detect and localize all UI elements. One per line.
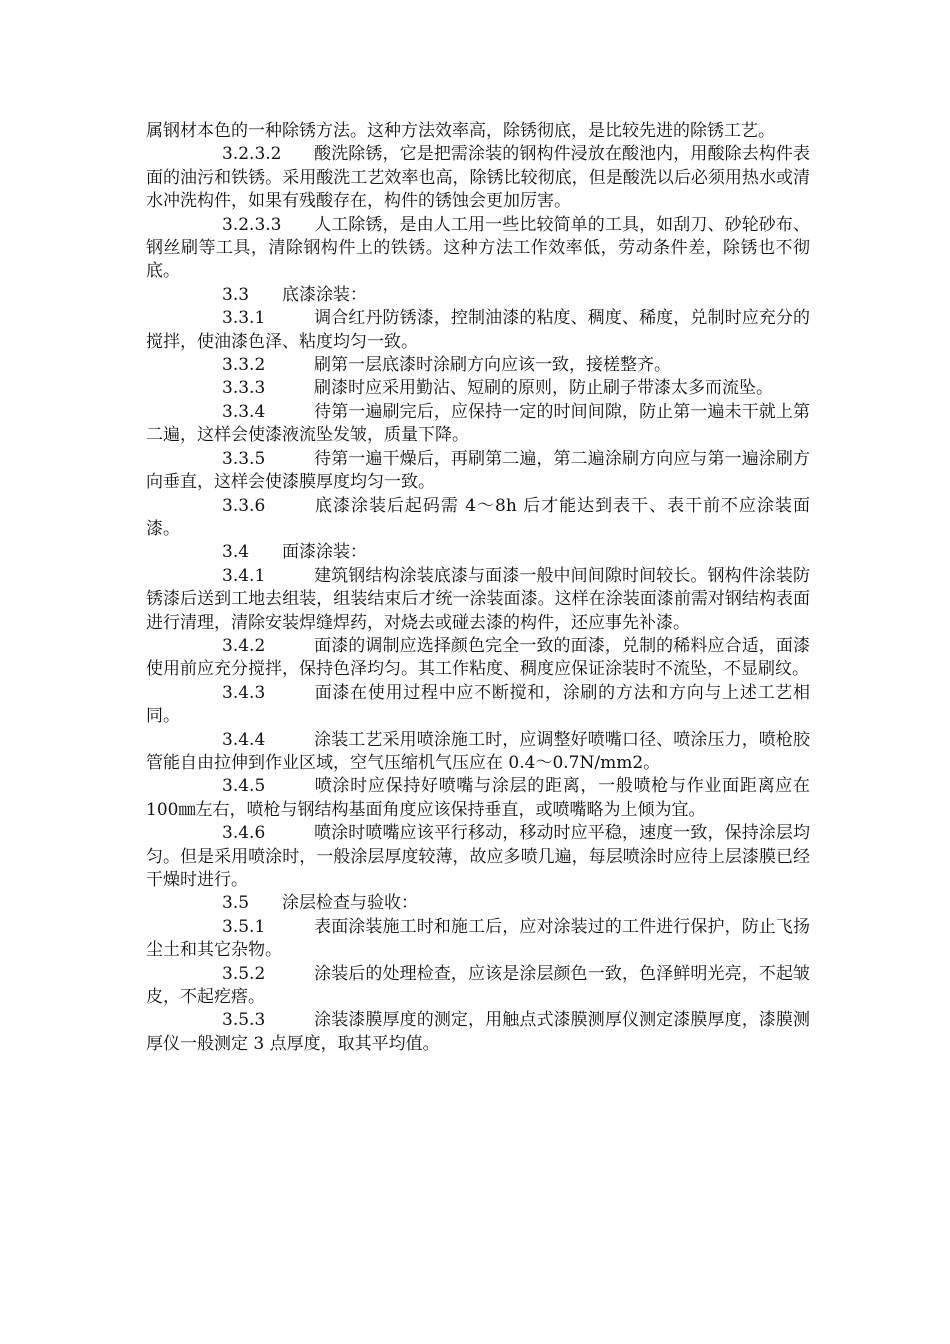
section-number: 3.5.3 (222, 1010, 266, 1031)
paragraph-text: 属钢材本色的一种除锈方法。这种方法效率高，除锈彻底，是比较先进的除锈工艺。 (146, 121, 775, 141)
section-number: 3.5 (222, 893, 250, 914)
paragraph-text: 涂装后的处理检查，应该是涂层颜色一致，色泽鲜明光亮，不起皱皮，不起疙瘩。 (146, 963, 810, 1008)
section-number: 3.3.1 (222, 308, 266, 329)
paragraph-3-3-4 (146, 401, 810, 448)
section-number: 3.3.5 (222, 448, 266, 469)
section-number: 3.2.3.3 (222, 214, 282, 235)
paragraph-text: 底漆涂装后起码需 4～8h 后才能达到表干、表干前不应涂装面漆。 (146, 495, 810, 539)
section-number: 3.3.6 (222, 495, 266, 516)
heading-3-5 (146, 892, 810, 915)
paragraph-text: 面漆在使用过程中应不断搅和，涂刷的方法和方向与上述工艺相同。 (146, 682, 810, 727)
paragraph-3-4-1 (146, 565, 810, 635)
paragraph-continuation (146, 120, 810, 143)
paragraph-3-3-1 (146, 307, 810, 354)
paragraph-3-4-4 (146, 729, 810, 776)
paragraph-3-3-2 (146, 354, 810, 377)
paragraph-3-4-2 (146, 635, 810, 682)
heading-3-4 (146, 541, 810, 564)
section-number: 3.3.3 (222, 378, 266, 399)
section-number: 3.5.1 (222, 916, 266, 937)
section-number: 3.3.2 (222, 355, 266, 376)
section-number: 3.4.2 (222, 635, 266, 656)
paragraph-3-4-6 (146, 822, 810, 892)
section-number: 3.4 (222, 542, 250, 563)
paragraph-text: 酸洗除锈，它是把需涂装的钢构件浸放在酸池内，用酸除去构件表面的油污和铁锈。采用酸洗工艺效率也高，除锈比较彻底，但是酸洗以后必须用热水或清水冲洗构件，如果有残酸存在，构件的锈蚀会更加厉害。 (146, 144, 810, 212)
section-number: 3.4.4 (222, 729, 266, 750)
section-number: 3.3.4 (222, 401, 266, 422)
paragraph-3-4-3 (146, 682, 810, 729)
section-number: 3.5.2 (222, 963, 266, 984)
section-number: 3.2.3.2 (222, 144, 282, 165)
heading-text: 底漆涂装： (282, 284, 367, 305)
paragraph-text: 喷涂时喷嘴应该平行移动，移动时应平稳，速度一致，保持涂层均匀。但是采用喷涂时，一般涂层厚度较薄，故应多喷几遍，每层喷涂时应待上层漆膜已经干燥时进行。 (146, 823, 810, 890)
paragraph-3-3-5 (146, 448, 810, 495)
section-number: 3.3 (222, 284, 250, 305)
paragraph-text: 建筑钢结构涂装底漆与面漆一般中间间隙时间较长。钢构件涂装防锈漆后送到工地去组装，组装结束后才统一涂装面漆。这样在涂装面漆前需对钢结构表面进行清理，清除安装焊缝焊药，对烧去或碰去漆的构件，还应事先补漆。 (146, 565, 810, 633)
paragraph-text: 涂装漆膜厚度的测定，用触点式漆膜测厚仪测定漆膜厚度，漆膜测厚仪一般测定 3 点厚度，取其平均值。 (146, 1010, 810, 1054)
paragraph-text: 涂装工艺采用喷涂施工时，应调整好喷嘴口径、喷涂压力，喷枪胶管能自由拉伸到作业区域，空气压缩机气压应在 0.4～0.7N/mm2。 (146, 729, 810, 773)
paragraph-text: 待第一遍干燥后，再刷第二遍，第二遍涂刷方向应与第一遍涂刷方向垂直，这样会使漆膜厚度均匀一致。 (146, 448, 810, 493)
paragraph-3-2-3-2 (146, 143, 810, 213)
paragraph-text: 调合红丹防锈漆，控制油漆的粘度、稠度、稀度，兑制时应充分的搅拌，使油漆色泽、粘度均匀一致。 (146, 308, 810, 352)
paragraph-3-5-1 (146, 916, 810, 963)
paragraph-text: 待第一遍刷完后，应保持一定的时间间隙，防止第一遍未干就上第二遍，这样会使漆液流坠发皱，质量下降。 (146, 401, 810, 446)
paragraph-text: 刷漆时应采用勤沾、短刷的原则，防止刷子带漆太多而流坠。 (314, 378, 773, 399)
paragraph-3-4-5 (146, 775, 810, 822)
heading-text: 涂层检查与验收： (282, 893, 418, 914)
heading-3-3 (146, 284, 810, 307)
section-number: 3.4.6 (222, 823, 266, 844)
paragraph-text: 刷第一层底漆时涂刷方向应该一致，接槎整齐。 (314, 355, 671, 376)
paragraph-3-3-3 (146, 377, 810, 400)
section-number: 3.4.1 (222, 565, 266, 586)
paragraph-3-5-2 (146, 963, 810, 1010)
heading-text: 面漆涂装： (282, 542, 367, 563)
paragraph-3-5-3 (146, 1009, 810, 1056)
section-number: 3.4.5 (222, 776, 266, 797)
paragraph-text: 表面涂装施工时和施工后，应对涂装过的工件进行保护，防止飞扬尘土和其它杂物。 (146, 916, 810, 961)
paragraph-3-2-3-3 (146, 214, 810, 284)
paragraph-text: 人工除锈，是由人工用一些比较简单的工具，如刮刀、砂轮砂布、钢丝刷等工具，清除钢构件上的铁锈。这种方法工作效率低，劳动条件差，除锈也不彻底。 (146, 214, 810, 282)
document-page (146, 120, 810, 1056)
paragraph-text: 喷涂时应保持好喷嘴与涂层的距离，一般喷枪与作业面距离应在 100㎜左右，喷枪与钢结构基面角度应该保持垂直，或喷嘴略为上倾为宜。 (146, 776, 810, 820)
paragraph-text: 面漆的调制应选择颜色完全一致的面漆，兑制的稀料应合适，面漆使用前应充分搅拌，保持色泽均匀。其工作粘度、稠度应保证涂装时不流坠，不显刷纹。 (146, 635, 810, 680)
section-number: 3.4.3 (222, 682, 266, 703)
paragraph-3-3-6 (146, 495, 810, 542)
